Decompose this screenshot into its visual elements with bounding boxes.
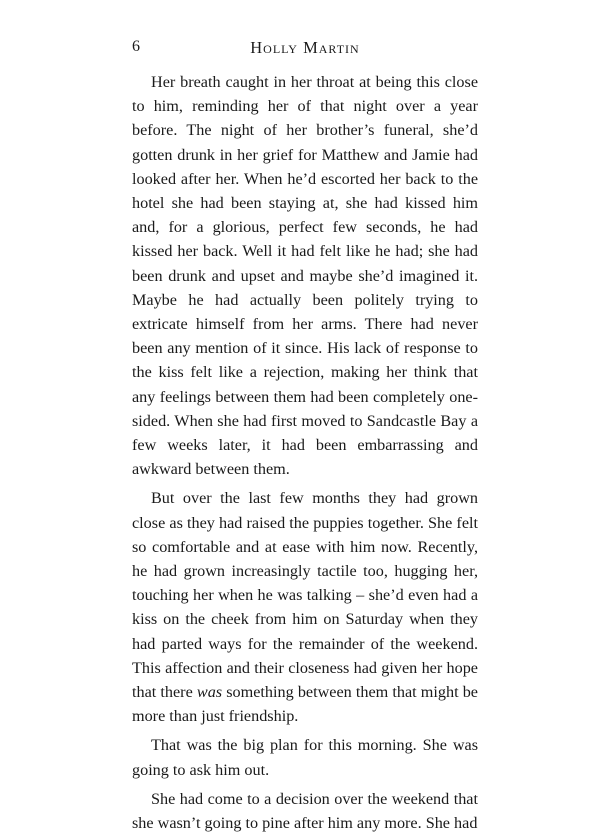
paragraph-text: But over the last few months they had grown close as they had raised the puppies together. She felt so comfortable and at ease with him now. Recently, he had grown increasingly tactile too, hugging her, touching her when he was talking – she’d even had a kiss on the cheek from him on Saturday when they had parted ways for the remainder of the weekend. This affection and their closeness had given her hope that there [132, 489, 478, 702]
paragraph: That was the big plan for this morning. She was going to ask him out. [132, 736, 478, 779]
paragraph: She had come to a decision over the weekend that she wasn’t going to pine after him any more. She had [132, 789, 478, 833]
emphasized-word: was [196, 683, 223, 702]
page-number: 6 [132, 38, 140, 55]
book-author: Holly Martin [250, 38, 360, 57]
body-text [132, 70, 478, 835]
paragraph: Her breath caught in her throat at being this close to him, reminding her of that night over a year before. The night of her brother’s funeral, she’d gotten drunk in her grief for Matthew and Jamie had looked after her. When he’d escorted her back to the hotel she had been staying at, she had kissed him and, for a glorious, perfect few seconds, he had kissed her back. Well it had felt like he had; she had been drunk and upset and maybe she’d imagined it. Maybe he had actually been politely trying to extricate himself from her arms. There had never been any mention of it since. His lack of response to the kiss felt like a rejection, making her think that any feelings between them had been completely one-sided. When she had first moved to Sandcastle Bay a few weeks later, it had been embarrassing and awkward between them. [132, 73, 478, 479]
running-head [132, 38, 478, 60]
paragraph [132, 486, 478, 728]
paragraph-text: something between them that might be more than just friendship. [132, 683, 478, 726]
